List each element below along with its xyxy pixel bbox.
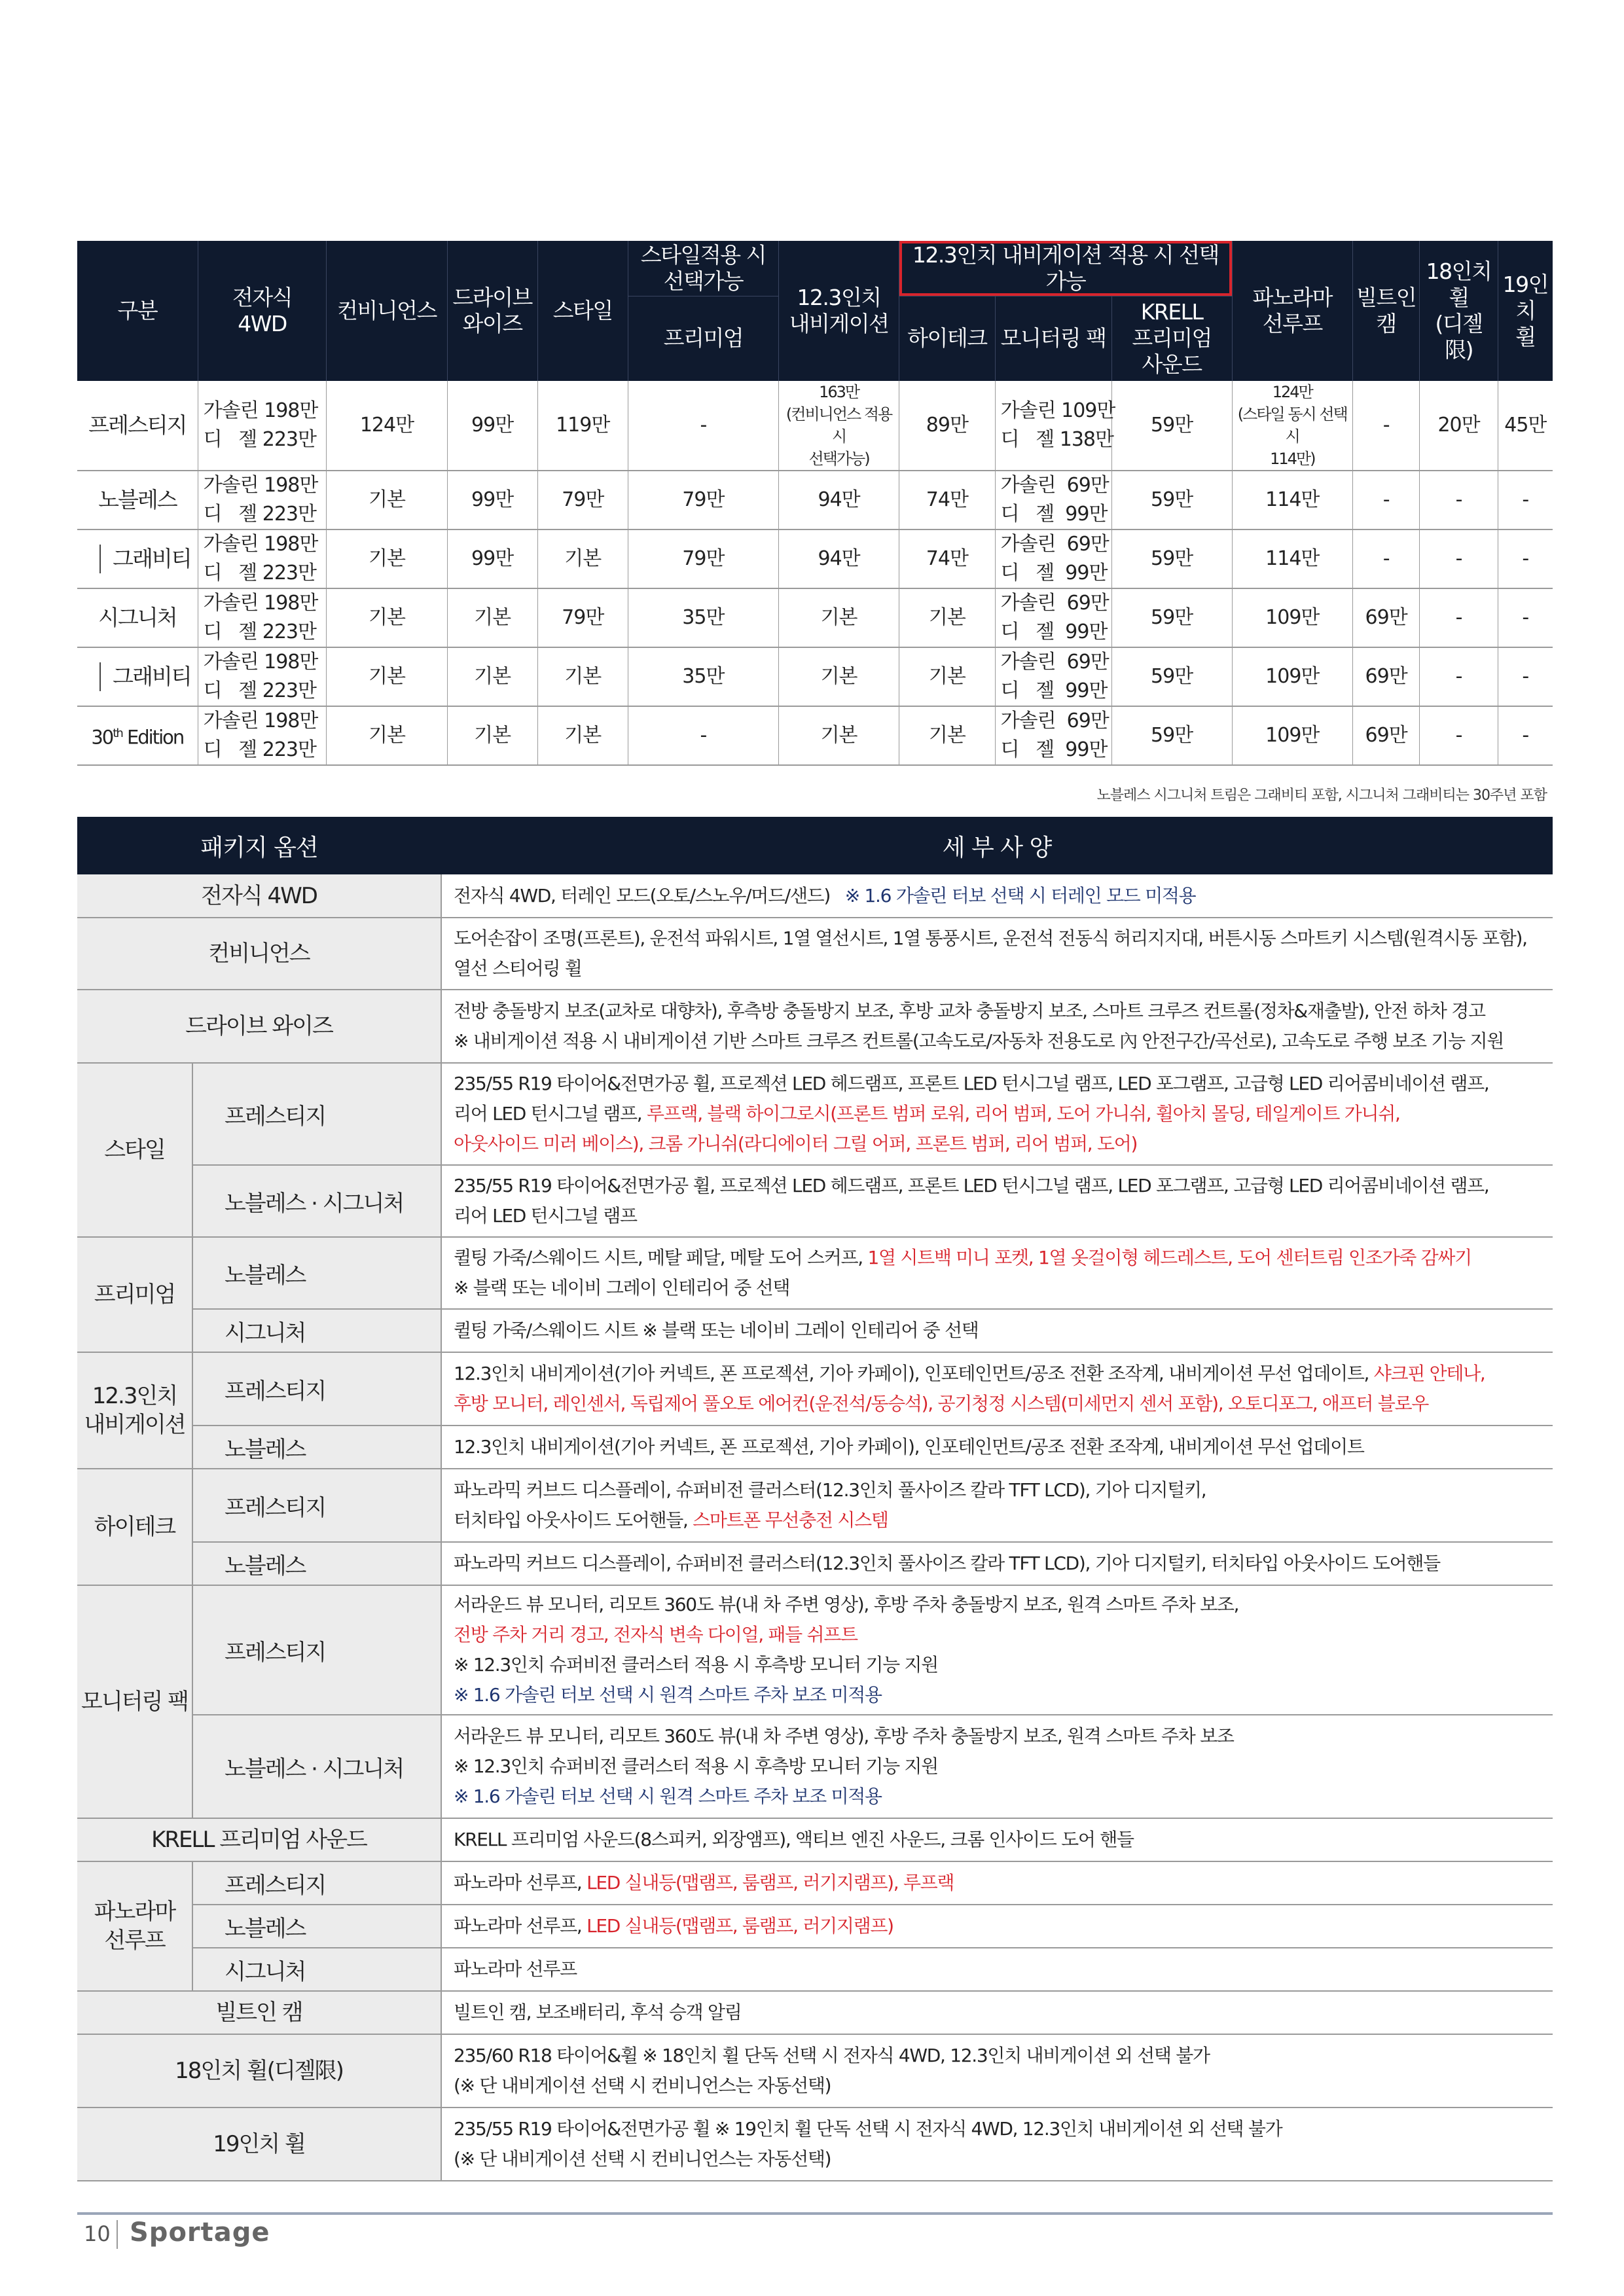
header-navi: 12.3인치 내비게이션	[778, 241, 899, 381]
trim-label: 시그니처	[192, 1309, 441, 1352]
package-detail: 235/55 R19 타이어&전면가공 휠, 프로젝션 LED 헤드램프, 프론트 LED 턴시그널 램프, LED 포그램프, 고급형 LED 리어콤비네이션 램프, 리어 LED 턴시그널 램프, 루프랙, 블랙 하이그로시(프론트 범퍼 로워, 리어 범퍼, 도어 가니쉬, 휠아치 몰딩, 테일게이트 가니쉬, 아웃사이드 미러 베이스), 크롬 가니쉬(라디에이터 그릴 어퍼, 프론트 범퍼, 리어 범퍼, 도어)	[441, 1063, 1553, 1165]
package-detail: 235/55 R19 타이어&전면가공 휠, 프로젝션 LED 헤드램프, 프론트 LED 턴시그널 램프, LED 포그램프, 고급형 LED 리어콤비네이션 램프, 리어 LED 턴시그널 램프	[441, 1165, 1553, 1237]
footer-divider	[77, 2212, 1553, 2215]
header-krell: KRELL 프리미엄 사운드	[1111, 296, 1232, 381]
navi-price: 기본	[778, 647, 899, 706]
navi-price: 94만	[778, 529, 899, 588]
header-style-note: 스타일적용 시 선택가능	[628, 241, 778, 296]
monitoring-price: 가솔린 69만 디 젤 99만	[995, 529, 1111, 588]
header-wheel19: 19인치 휠	[1498, 241, 1553, 381]
package-name: 파노라마 선루프	[77, 1861, 192, 1991]
krell-price: 59만	[1111, 381, 1232, 471]
wheel19-price: -	[1498, 588, 1553, 647]
style-price: 기본	[537, 647, 628, 706]
package-name: 12.3인치 내비게이션	[77, 1352, 192, 1469]
hitech-price: 89만	[899, 381, 995, 471]
package-spec-table	[77, 817, 1553, 2181]
trim-label: 노블레스 · 시그니처	[192, 1715, 441, 1818]
premium-price: 79만	[628, 529, 778, 588]
builtin-cam-price: -	[1352, 471, 1420, 529]
table-row	[77, 1469, 1553, 1542]
package-detail: 파노라마 선루프, LED 실내등(맵램프, 룸램프, 러기지램프)	[441, 1905, 1553, 1948]
table-row	[77, 1585, 1553, 1715]
table-row	[77, 706, 1553, 765]
price-footnote: 노블레스 시그니처 트림은 그래비티 포함, 시그니처 그래비티는 30주년 포함	[1096, 787, 1547, 804]
header-package-option: 패키지 옵션	[77, 817, 441, 874]
wheel19-price: -	[1498, 706, 1553, 765]
convenience-price: 기본	[327, 588, 447, 647]
wheel19-price: -	[1498, 647, 1553, 706]
package-name: 빌트인 캠	[77, 1991, 441, 2034]
header-style: 스타일	[537, 241, 628, 381]
trim-label: 노블레스	[192, 1905, 441, 1948]
panorama-price: 109만	[1232, 706, 1352, 765]
builtin-cam-price: -	[1352, 529, 1420, 588]
trim-name: 30th Edition	[77, 706, 198, 765]
wheel19-price: -	[1498, 529, 1553, 588]
package-detail: 퀼팅 가죽/스웨이드 시트, 메탈 페달, 메탈 도어 스커프, 1열 시트백 미니 포켓, 1열 옷걸이형 헤드레스트, 도어 센터트림 인조가죽 감싸기 ※ 블랙 또는 네이비 그레이 인테리어 중 선택	[441, 1237, 1553, 1309]
package-detail: 전방 충돌방지 보조(교차로 대향차), 후측방 충돌방지 보조, 후방 교차 충돌방지 보조, 스마트 크루즈 컨트롤(정차&재출발), 안전 하차 경고 ※ 내비게이션 적용 시 내비게이션 기반 스마트 크루즈 컨트롤(고속도로/자동차 전용도로 內 안전구간/곡선로), 고속도로 주행 보조 기능 지원	[441, 990, 1553, 1063]
option-price-table	[77, 241, 1553, 766]
convenience-price: 124만	[327, 381, 447, 471]
brand-name: Sportage	[130, 2217, 270, 2248]
table-row	[77, 1991, 1553, 2034]
header-drivewise: 드라이브 와이즈	[447, 241, 537, 381]
panorama-price: 109만	[1232, 588, 1352, 647]
trim-name: 시그니처	[77, 588, 198, 647]
trim-label: 프레스티지	[192, 1063, 441, 1165]
package-name: 모니터링 팩	[77, 1585, 192, 1818]
table-row	[77, 1861, 1553, 1905]
awd-price: 가솔린 198만 디 젤 223만	[198, 706, 327, 765]
trim-name: 그래비티	[77, 529, 198, 588]
convenience-price: 기본	[327, 471, 447, 529]
package-detail: 12.3인치 내비게이션(기아 커넥트, 폰 프로젝션, 기아 카페이), 인포테인먼트/공조 전환 조작계, 내비게이션 무선 업데이트	[441, 1426, 1553, 1469]
package-detail: 12.3인치 내비게이션(기아 커넥트, 폰 프로젝션, 기아 카페이), 인포테인먼트/공조 전환 조작계, 내비게이션 무선 업데이트, 샤크핀 안테나, 후방 모니터, 레인센서, 독립제어 풀오토 에어컨(운전석/동승석), 공기청정 시스템(미세먼지 센서 포함), 오토디포그, 애프터 블로우	[441, 1352, 1553, 1426]
table-row	[77, 1352, 1553, 1426]
drivewise-price: 기본	[447, 706, 537, 765]
table-row	[77, 2108, 1553, 2181]
premium-price: 35만	[628, 647, 778, 706]
package-detail: 235/60 R18 타이어&휠 ※ 18인치 휠 단독 선택 시 전자식 4WD, 12.3인치 내비게이션 외 선택 불가 (※ 단 내비게이션 선택 시 컨비니언스는 자동선택)	[441, 2034, 1553, 2108]
table-row	[77, 874, 1553, 918]
table-row	[77, 1237, 1553, 1309]
builtin-cam-price: 69만	[1352, 588, 1420, 647]
header-premium: 프리미엄	[628, 296, 778, 381]
navi-price: 기본	[778, 706, 899, 765]
package-name: 드라이브 와이즈	[77, 990, 441, 1063]
table-row	[77, 1905, 1553, 1948]
navi-price: 163만 (컨비니언스 적용 시 선택가능)	[778, 381, 899, 471]
table-row	[77, 1309, 1553, 1352]
drivewise-price: 99만	[447, 529, 537, 588]
footer-separator	[117, 2220, 118, 2249]
hitech-price: 기본	[899, 706, 995, 765]
style-price: 79만	[537, 588, 628, 647]
header-category: 구분	[77, 241, 198, 381]
premium-price: -	[628, 381, 778, 471]
table-row	[77, 471, 1553, 529]
table-row	[77, 1542, 1553, 1585]
trim-label: 노블레스	[192, 1426, 441, 1469]
package-name: KRELL 프리미엄 사운드	[77, 1818, 441, 1861]
header-monitoring: 모니터링 팩	[995, 296, 1111, 381]
package-detail: 전자식 4WD, 터레인 모드(오토/스노우/머드/샌드) ※ 1.6 가솔린 터보 선택 시 터레인 모드 미적용	[441, 874, 1553, 918]
builtin-cam-price: 69만	[1352, 647, 1420, 706]
monitoring-price: 가솔린 69만 디 젤 99만	[995, 706, 1111, 765]
krell-price: 59만	[1111, 529, 1232, 588]
wheel19-price: -	[1498, 471, 1553, 529]
drivewise-price: 99만	[447, 471, 537, 529]
style-price: 79만	[537, 471, 628, 529]
premium-price: 79만	[628, 471, 778, 529]
awd-price: 가솔린 198만 디 젤 223만	[198, 529, 327, 588]
navi-price: 94만	[778, 471, 899, 529]
package-detail: KRELL 프리미엄 사운드(8스피커, 외장앰프), 액티브 엔진 사운드, 크롬 인사이드 도어 핸들	[441, 1818, 1553, 1861]
monitoring-price: 가솔린 109만 디 젤 138만	[995, 381, 1111, 471]
table-row	[77, 647, 1553, 706]
wheel18-price: -	[1420, 588, 1498, 647]
header-convenience: 컨비니언스	[327, 241, 447, 381]
trim-name: 프레스티지	[77, 381, 198, 471]
panorama-price: 124만 (스타일 동시 선택시 114만)	[1232, 381, 1352, 471]
krell-price: 59만	[1111, 588, 1232, 647]
hitech-price: 기본	[899, 588, 995, 647]
package-name: 프리미엄	[77, 1237, 192, 1352]
table-row	[77, 1426, 1553, 1469]
package-detail: 서라운드 뷰 모니터, 리모트 360도 뷰(내 차 주변 영상), 후방 주차 충돌방지 보조, 원격 스마트 주차 보조 ※ 12.3인치 슈퍼비전 클러스터 적용 시 후측방 모니터 기능 지원 ※ 1.6 가솔린 터보 선택 시 원격 스마트 주차 보조 미적용	[441, 1715, 1553, 1818]
package-detail: 파노라믹 커브드 디스플레이, 슈퍼비전 클러스터(12.3인치 풀사이즈 칼라 TFT LCD), 기아 디지털키, 터치타입 아웃사이드 도어핸들, 스마트폰 무선충전 시스템	[441, 1469, 1553, 1542]
krell-price: 59만	[1111, 471, 1232, 529]
awd-price: 가솔린 198만 디 젤 223만	[198, 471, 327, 529]
table-row	[77, 1063, 1553, 1165]
drivewise-price: 기본	[447, 647, 537, 706]
krell-price: 59만	[1111, 706, 1232, 765]
package-detail: 도어손잡이 조명(프론트), 운전석 파워시트, 1열 열선시트, 1열 통풍시트, 운전석 전동식 허리지지대, 버튼시동 스마트키 시스템(원격시동 포함), 열선 스티어링 휠	[441, 918, 1553, 990]
header-hitech: 하이테크	[899, 296, 995, 381]
header-builtin-cam: 빌트인 캠	[1352, 241, 1420, 381]
builtin-cam-price: -	[1352, 381, 1420, 471]
premium-price: -	[628, 706, 778, 765]
trim-label: 노블레스	[192, 1542, 441, 1585]
trim-label: 노블레스	[192, 1237, 441, 1309]
awd-price: 가솔린 198만 디 젤 223만	[198, 588, 327, 647]
package-detail: 235/55 R19 타이어&전면가공 휠 ※ 19인치 휠 단독 선택 시 전자식 4WD, 12.3인치 내비게이션 외 선택 불가 (※ 단 내비게이션 선택 시 컨비니언스는 자동선택)	[441, 2108, 1553, 2181]
trim-label: 프레스티지	[192, 1861, 441, 1905]
package-detail: 파노라마 선루프, LED 실내등(맵램프, 룸램프, 러기지램프), 루프랙	[441, 1861, 1553, 1905]
package-name: 18인치 휠(디젤限)	[77, 2034, 441, 2108]
wheel18-price: -	[1420, 706, 1498, 765]
wheel19-price: 45만	[1498, 381, 1553, 471]
table-row	[77, 1948, 1553, 1991]
convenience-price: 기본	[327, 706, 447, 765]
hitech-price: 74만	[899, 471, 995, 529]
table-row	[77, 2034, 1553, 2108]
package-detail: 파노라믹 커브드 디스플레이, 슈퍼비전 클러스터(12.3인치 풀사이즈 칼라 TFT LCD), 기아 디지털키, 터치타입 아웃사이드 도어핸들	[441, 1542, 1553, 1585]
table-row	[77, 1715, 1553, 1818]
convenience-price: 기본	[327, 529, 447, 588]
panorama-price: 109만	[1232, 647, 1352, 706]
trim-label: 프레스티지	[192, 1469, 441, 1542]
builtin-cam-price: 69만	[1352, 706, 1420, 765]
table-row	[77, 588, 1553, 647]
package-name: 컨비니언스	[77, 918, 441, 990]
table-row	[77, 1818, 1553, 1861]
package-name: 하이테크	[77, 1469, 192, 1585]
header-wheel18: 18인치 휠 (디젤限)	[1420, 241, 1498, 381]
header-awd: 전자식 4WD	[198, 241, 327, 381]
page-number: 10	[84, 2221, 111, 2246]
package-name: 스타일	[77, 1063, 192, 1237]
trim-label: 프레스티지	[192, 1352, 441, 1426]
monitoring-price: 가솔린 69만 디 젤 99만	[995, 647, 1111, 706]
wheel18-price: -	[1420, 471, 1498, 529]
wheel18-price: 20만	[1420, 381, 1498, 471]
header-detail-spec: 세 부 사 양	[441, 817, 1553, 874]
hitech-price: 기본	[899, 647, 995, 706]
table-row	[77, 1165, 1553, 1237]
panorama-price: 114만	[1232, 471, 1352, 529]
panorama-price: 114만	[1232, 529, 1352, 588]
hitech-price: 74만	[899, 529, 995, 588]
table-row	[77, 918, 1553, 990]
monitoring-price: 가솔린 69만 디 젤 99만	[995, 588, 1111, 647]
navi-price: 기본	[778, 588, 899, 647]
style-price: 기본	[537, 706, 628, 765]
package-name: 19인치 휠	[77, 2108, 441, 2181]
drivewise-price: 99만	[447, 381, 537, 471]
header-panorama: 파노라마 선루프	[1232, 241, 1352, 381]
package-detail: 퀼팅 가죽/스웨이드 시트 ※ 블랙 또는 네이비 그레이 인테리어 중 선택	[441, 1309, 1553, 1352]
style-price: 기본	[537, 529, 628, 588]
package-name: 전자식 4WD	[77, 874, 441, 918]
package-detail: 빌트인 캠, 보조배터리, 후석 승객 알림	[441, 1991, 1553, 2034]
wheel18-price: -	[1420, 529, 1498, 588]
style-price: 119만	[537, 381, 628, 471]
trim-label: 노블레스 · 시그니처	[192, 1165, 441, 1237]
monitoring-price: 가솔린 69만 디 젤 99만	[995, 471, 1111, 529]
table-row	[77, 990, 1553, 1063]
package-detail: 파노라마 선루프	[441, 1948, 1553, 1991]
trim-label: 프레스티지	[192, 1585, 441, 1715]
awd-price: 가솔린 198만 디 젤 223만	[198, 647, 327, 706]
trim-label: 시그니처	[192, 1948, 441, 1991]
trim-name: 노블레스	[77, 471, 198, 529]
premium-price: 35만	[628, 588, 778, 647]
package-detail: 서라운드 뷰 모니터, 리모트 360도 뷰(내 차 주변 영상), 후방 주차 충돌방지 보조, 원격 스마트 주차 보조, 전방 주차 거리 경고, 전자식 변속 다이얼, 패들 쉬프트 ※ 12.3인치 슈퍼비전 클러스터 적용 시 후측방 모니터 기능 지원 ※ 1.6 가솔린 터보 선택 시 원격 스마트 주차 보조 미적용	[441, 1585, 1553, 1715]
trim-name: 그래비티	[77, 647, 198, 706]
wheel18-price: -	[1420, 647, 1498, 706]
table-row	[77, 381, 1553, 471]
krell-price: 59만	[1111, 647, 1232, 706]
drivewise-price: 기본	[447, 588, 537, 647]
table-row	[77, 529, 1553, 588]
convenience-price: 기본	[327, 647, 447, 706]
awd-price: 가솔린 198만 디 젤 223만	[198, 381, 327, 471]
header-navi-group: 12.3인치 내비게이션 적용 시 선택 가능	[899, 241, 1233, 296]
